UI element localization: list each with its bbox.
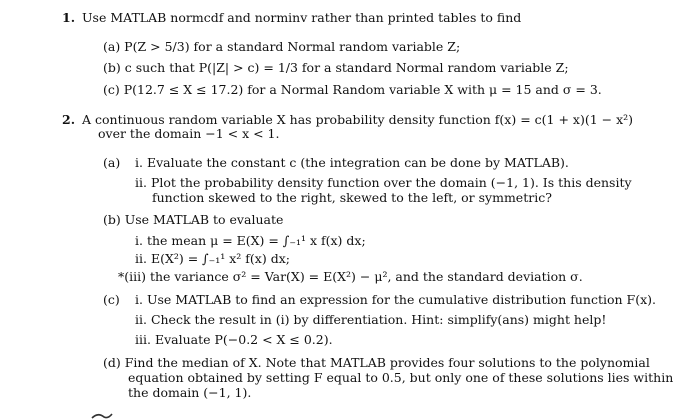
question-2d-line2: equation obtained by setting F equal to 0.5, but only one of these solutions lies within — [128, 370, 674, 385]
question-2b-ii: ii. E(X²) = ∫₋₁¹ x² f(x) dx; — [135, 251, 290, 266]
question-2a-label: (a) — [103, 155, 121, 170]
question-2-intro-line2: over the domain −1 < x < 1. — [98, 126, 280, 141]
question-2-intro-line1: A continuous random variable X has probability density function f(x) = c(1 + x)(1 − x²) — [82, 112, 634, 127]
question-2b-iii: *(iii) the variance σ² = Var(X) = E(X²) − μ², and the standard deviation σ. — [118, 269, 583, 284]
question-1a: (a) P(Z > 5/3) for a standard Normal random variable Z; — [103, 39, 461, 54]
question-2c-ii: ii. Check the result in (i) by differentiation. Hint: simplify(ans) might help! — [135, 312, 607, 327]
question-2d-line1: (d) Find the median of X. Note that MATLAB provides four solutions to the polynomial — [103, 355, 650, 370]
question-1b: (b) c such that P(|Z| > c) = 1/3 for a standard Normal random variable Z; — [103, 60, 569, 75]
question-2c-label: (c) — [103, 292, 120, 307]
question-2b-label: (b) Use MATLAB to evaluate — [103, 212, 284, 227]
question-1c: (c) P(12.7 ≤ X ≤ 17.2) for a Normal Random variable X with μ = 15 and σ = 3. — [103, 82, 602, 97]
scribble-mark — [90, 408, 120, 419]
question-2a-i: i. Evaluate the constant c (the integration can be done by MATLAB). — [135, 155, 569, 170]
question-1-intro: Use MATLAB normcdf and norminv rather than printed tables to find — [82, 10, 522, 25]
question-2c-iii: iii. Evaluate P(−0.2 < X ≤ 0.2). — [135, 332, 333, 347]
question-2a-ii-line1: ii. Plot the probability density function over the domain (−1, 1). Is this density — [135, 175, 632, 190]
question-2b-i: i. the mean μ = E(X) = ∫₋₁¹ x f(x) dx; — [135, 233, 366, 248]
question-2d-line3: the domain (−1, 1). — [128, 385, 252, 400]
question-2c-i: i. Use MATLAB to find an expression for the cumulative distribution function F(x). — [135, 292, 656, 307]
question-2a-ii-line2: function skewed to the right, skewed to the left, or symmetric? — [152, 190, 552, 205]
question-2-number: 2. — [62, 112, 76, 127]
question-1-number: 1. — [62, 10, 76, 25]
